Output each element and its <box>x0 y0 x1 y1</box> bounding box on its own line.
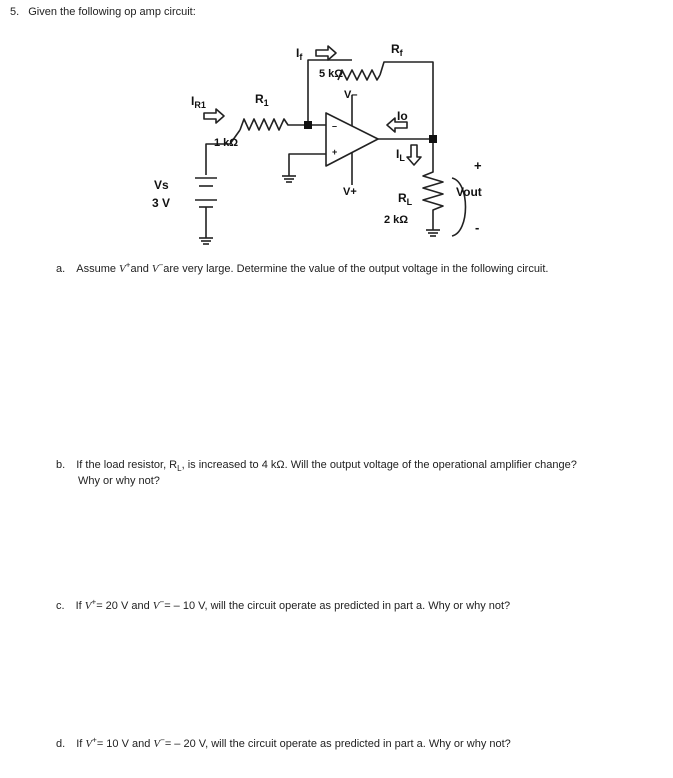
question-letter: c. <box>56 600 65 612</box>
problem-number: 5. <box>10 6 20 18</box>
vout-minus-sign: - <box>475 220 480 235</box>
rl-value: 2 kΩ <box>384 214 409 226</box>
vs-label: Vs <box>154 178 169 192</box>
vout-plus-sign: + <box>474 158 482 173</box>
il-label: $I_L$ <box>396 147 405 163</box>
io-label: Io <box>397 109 408 123</box>
if-arrow-icon <box>316 46 336 60</box>
rf-label: $R_f$ <box>391 42 403 58</box>
question-c: c. If V+= 20 V and V−= – 10 V, will the circuit operate as predicted in part a. Why or why not? <box>56 597 511 612</box>
question-letter: d. <box>56 738 66 750</box>
rf-value: 5 kΩ <box>319 68 344 80</box>
junction-dot-inverting <box>304 121 312 129</box>
vplus-label: V+ <box>343 186 357 198</box>
opamp-plus: + <box>332 147 338 157</box>
question-b: b. If the load resistor, $R_L$, is increased to 4 kΩ. Will the output voltage of the operational amplifier change? <box>56 459 577 474</box>
question-d: d. If V+= 10 V and V−= – 20 V, will the circuit operate as predicted in part a. Why or why not? <box>56 735 511 750</box>
if-label: $I_f$ <box>296 46 303 62</box>
junction-dot-output <box>429 135 437 143</box>
vs-value: 3 V <box>152 196 171 210</box>
il-arrow-icon <box>407 145 421 165</box>
r1-value: 1 kΩ <box>214 137 239 149</box>
problem-intro: Given the following op amp circuit: <box>28 6 196 18</box>
question-b-line2: Why or why not? <box>78 475 160 487</box>
question-letter: a. <box>56 263 66 275</box>
r1-resistor <box>240 119 308 130</box>
circuit-diagram <box>0 0 673 250</box>
rf-resistor <box>338 70 380 80</box>
ir1-arrow-icon <box>204 109 224 123</box>
question-letter: b. <box>56 459 66 471</box>
ir1-label: $I_{R1}$ <box>191 94 206 110</box>
opamp-minus: – <box>332 121 338 131</box>
rl-label: $R_L$ <box>398 191 413 207</box>
rl-resistor <box>423 139 443 230</box>
vminus-label: V– <box>344 89 358 101</box>
question-a: a. Assume V+and V−are very large. Determine the value of the output voltage in the following circuit. <box>56 260 549 275</box>
vout-label: Vout <box>456 185 482 199</box>
r1-label: $R_1$ <box>255 92 269 108</box>
